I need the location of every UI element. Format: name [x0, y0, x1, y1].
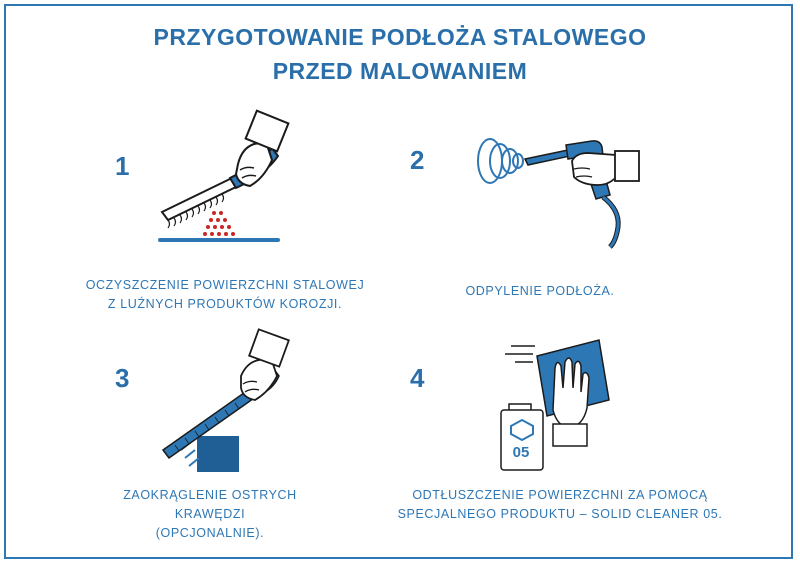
air-blow-gun-icon	[470, 135, 645, 255]
step-2-caption-line-1: ODPYLENIE PODŁOŻA.	[465, 284, 615, 298]
wire-brush-icon	[150, 108, 300, 258]
step-4-caption	[380, 486, 740, 524]
step-1-caption-line-1: OCZYSZCZENIE POWIERZCHNI STALOWEJ	[85, 278, 365, 292]
step-3-number: 3	[115, 363, 130, 393]
step-1-caption-line-2: Z LUŹNYCH PRODUKTÓW KOROZJI.	[107, 297, 343, 311]
step-1-caption	[60, 276, 390, 314]
step-1-number: 1	[115, 151, 130, 181]
step-3-caption-line-3: (OPCJONALNIE).	[155, 526, 265, 540]
step-4-number: 4	[410, 363, 425, 393]
step-4-caption-line-1: ODTŁUSZCZENIE POWIERZCHNI ZA POMOCĄ	[412, 488, 708, 502]
page-title-line-2: PRZED MALOWANIEM	[272, 58, 528, 84]
file-rasp-icon	[155, 330, 295, 480]
step-4-caption-line-2: SPECJALNEGO PRODUKTU – SOLID CLEANER 05.	[397, 507, 723, 521]
step-2-number: 2	[410, 145, 425, 175]
step-3-caption-line-2: KRAWĘDZI	[174, 507, 246, 521]
step-3-caption	[95, 486, 325, 543]
step-2-caption	[440, 282, 640, 301]
step-3-caption-line-1: ZAOKRĄGLENIE OSTRYCH	[123, 488, 297, 502]
cleaner-can-label: 05	[512, 444, 530, 461]
page-title-line-1: PRZYGOTOWANIE PODŁOŻA STALOWEGO	[153, 24, 647, 50]
